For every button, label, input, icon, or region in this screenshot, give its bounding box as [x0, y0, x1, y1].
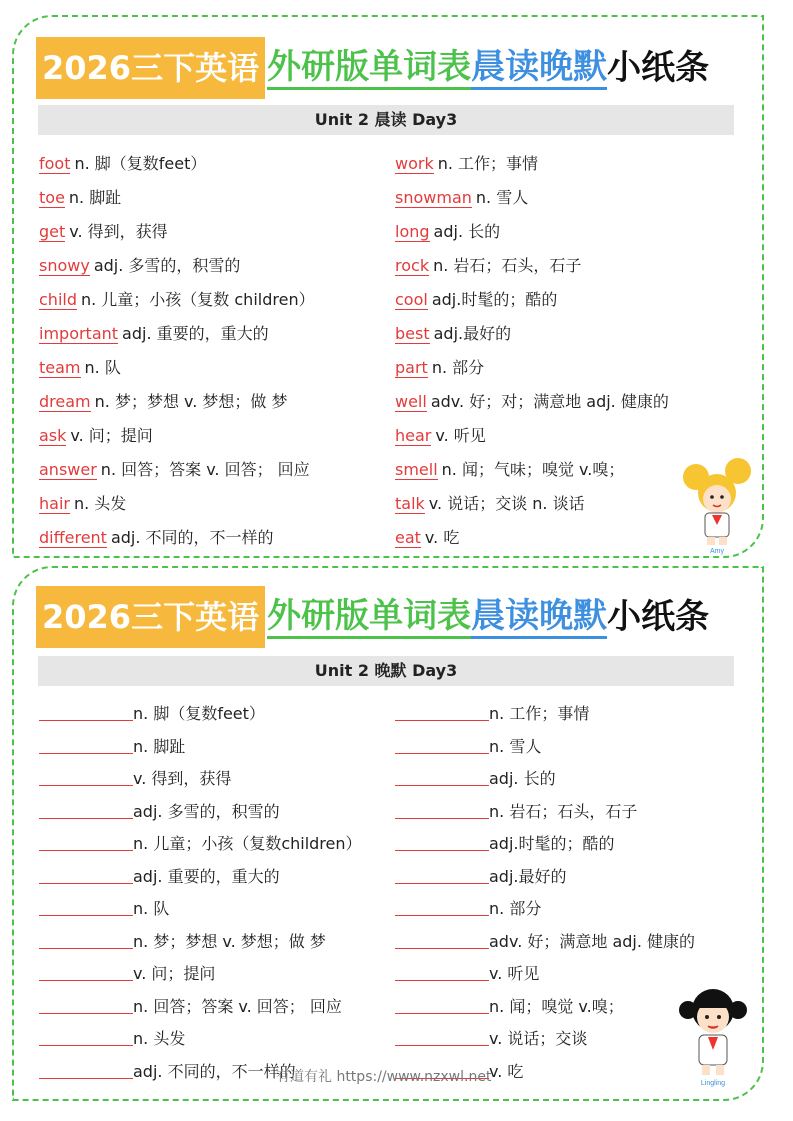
word-list-left — [39, 147, 315, 555]
dictation-row — [395, 828, 695, 861]
english-word: eat — [395, 528, 421, 547]
answer-blank[interactable] — [39, 962, 133, 981]
word-definition: adj.时髦的；酷的 — [431, 290, 558, 309]
word-definition: adj. 长的 — [489, 769, 556, 788]
amy-avatar — [682, 455, 752, 559]
english-word: hear — [395, 426, 432, 445]
english-word: child — [39, 290, 77, 309]
word-row — [39, 419, 315, 453]
english-word: rock — [395, 256, 430, 275]
word-row — [39, 385, 315, 419]
word-row — [395, 249, 669, 283]
english-word: toe — [39, 188, 65, 207]
answer-blank[interactable] — [395, 995, 489, 1014]
word-row — [395, 215, 669, 249]
word-definition: n. 部分 — [431, 358, 485, 377]
answer-blank[interactable] — [39, 995, 133, 1014]
word-definition: adv. 好；对；满意地 adj. 健康的 — [430, 392, 669, 411]
english-word: talk — [395, 494, 425, 513]
english-word: get — [39, 222, 66, 241]
word-definition: n. 儿童；小孩（复数children） — [133, 834, 362, 853]
word-definition: adv. 好；满意地 adj. 健康的 — [489, 931, 696, 951]
word-definition: adj. 长的 — [433, 222, 501, 241]
word-row — [395, 351, 669, 385]
word-definition: v. 听见 — [489, 964, 540, 983]
dictation-list-left — [39, 698, 362, 1088]
unit-title: Unit 2 晨读 Day3 — [38, 105, 734, 135]
word-definition: adj.时髦的；酷的 — [489, 834, 615, 853]
dictation-row — [39, 698, 362, 731]
dictation-row — [39, 1023, 362, 1056]
english-word: ask — [39, 426, 67, 445]
word-row — [39, 283, 315, 317]
word-definition: v. 问；提问 — [133, 964, 216, 983]
english-word: important — [39, 324, 119, 343]
word-row — [395, 147, 669, 181]
watermark: 有道有礼 https://www.nzxwl.net — [276, 1069, 492, 1085]
word-definition: n. 闻；气味；嗅觉 v.嗅； — [441, 460, 625, 479]
word-definition: adj. 重要的，重大的 — [133, 866, 280, 886]
english-word: different — [39, 528, 107, 547]
word-definition: adj. 不同的，不一样的 — [110, 528, 274, 547]
answer-blank[interactable] — [395, 767, 489, 786]
answer-blank[interactable] — [39, 800, 133, 819]
word-definition: adj.最好的 — [489, 866, 567, 886]
word-definition: n. 回答；答案 v. 回答； 回应 — [133, 996, 342, 1016]
english-word: snowy — [39, 256, 90, 275]
word-row — [395, 487, 669, 521]
dictation-row — [39, 926, 362, 959]
dictation-row — [395, 698, 695, 731]
dictation-row — [395, 763, 695, 796]
answer-blank[interactable] — [395, 865, 489, 884]
word-definition: adj. 多雪的，积雪的 — [93, 256, 241, 275]
title-banner — [36, 37, 709, 99]
dictation-row — [395, 1023, 695, 1056]
word-definition: n. 回答；答案 v. 回答； 回应 — [100, 460, 310, 479]
word-definition: n. 脚趾 — [133, 736, 186, 756]
english-word: answer — [39, 460, 97, 479]
title-banner — [36, 586, 709, 648]
answer-blank[interactable] — [39, 702, 133, 721]
word-definition: adj.最好的 — [433, 324, 512, 343]
word-row — [395, 283, 669, 317]
dictation-row — [39, 828, 362, 861]
answer-blank[interactable] — [39, 930, 133, 949]
banner-green: 外研版单词表 — [267, 47, 471, 90]
word-definition: n. 头发 — [133, 1029, 186, 1048]
banner-green: 外研版单词表 — [267, 596, 471, 639]
word-definition: v. 吃 — [424, 528, 460, 547]
dictation-list-right — [395, 698, 695, 1088]
unit-title: Unit 2 晚默 Day3 — [38, 656, 734, 686]
answer-blank[interactable] — [395, 1027, 489, 1046]
answer-blank[interactable] — [39, 1060, 133, 1079]
word-definition: n. 头发 — [73, 494, 127, 513]
english-word: team — [39, 358, 81, 377]
word-definition: n. 雪人 — [489, 736, 542, 756]
word-definition: v. 听见 — [435, 426, 486, 445]
english-word: snowman — [395, 188, 472, 207]
word-definition: n. 岩石；石头，石子 — [433, 256, 582, 275]
word-row — [395, 419, 669, 453]
word-definition: adj. 多雪的，积雪的 — [133, 801, 280, 821]
amy-name: Amy — [710, 548, 724, 555]
word-definition: v. 得到，获得 — [133, 769, 232, 788]
dictation-row — [395, 958, 695, 991]
word-definition: v. 问；提问 — [70, 426, 153, 445]
english-word: smell — [395, 460, 438, 479]
dictation-row — [39, 893, 362, 926]
dictation-row — [39, 861, 362, 894]
word-definition: n. 儿童；小孩（复数 children） — [80, 290, 315, 309]
dictation-row — [39, 796, 362, 829]
answer-blank[interactable] — [395, 897, 489, 916]
word-definition: n. 工作；事情 — [489, 704, 590, 723]
english-word: dream — [39, 392, 91, 411]
word-definition: n. 工作；事情 — [437, 154, 539, 173]
word-row — [39, 487, 315, 521]
banner-year: 2026三下英语 — [36, 37, 265, 99]
word-row — [39, 249, 315, 283]
answer-blank[interactable] — [395, 800, 489, 819]
word-row — [39, 521, 315, 555]
answer-blank[interactable] — [39, 832, 133, 851]
dictation-row — [39, 958, 362, 991]
answer-blank[interactable] — [395, 702, 489, 721]
word-definition: v. 得到，获得 — [69, 222, 168, 241]
word-definition: n. 雪人 — [475, 188, 529, 207]
banner-blue: 晨读晚默 — [471, 47, 607, 90]
lingling-avatar — [678, 980, 748, 1092]
word-row — [395, 453, 669, 487]
word-definition: n. 脚趾 — [68, 188, 122, 207]
answer-blank[interactable] — [39, 767, 133, 786]
english-word: part — [395, 358, 428, 377]
banner-blue: 晨读晚默 — [471, 596, 607, 639]
word-row — [39, 147, 315, 181]
word-definition: adj. 重要的，重大的 — [122, 324, 269, 343]
word-definition: n. 脚（复数feet） — [133, 704, 265, 723]
word-row — [39, 215, 315, 249]
answer-blank[interactable] — [395, 832, 489, 851]
lingling-name: Lingling — [700, 1080, 726, 1087]
word-definition: n. 岩石；石头，石子 — [489, 801, 638, 821]
answer-blank[interactable] — [395, 735, 489, 754]
dictation-row — [395, 861, 695, 894]
english-word: cool — [395, 290, 428, 309]
word-list-right — [395, 147, 669, 555]
banner-black: 小纸条 — [607, 48, 710, 88]
dictation-row — [39, 731, 362, 764]
word-definition: n. 队 — [84, 358, 121, 377]
answer-blank[interactable] — [39, 897, 133, 916]
word-row — [39, 181, 315, 215]
dictation-row — [39, 763, 362, 796]
english-word: hair — [39, 494, 70, 513]
word-row — [395, 385, 669, 419]
word-row — [395, 317, 669, 351]
word-definition: n. 闻；嗅觉 v.嗅； — [489, 996, 624, 1016]
word-definition: n. 梦；梦想 v. 梦想；做 梦 — [94, 392, 288, 411]
banner-year: 2026三下英语 — [36, 586, 265, 648]
english-word: foot — [39, 154, 71, 173]
answer-blank[interactable] — [39, 1027, 133, 1046]
answer-blank[interactable] — [39, 735, 133, 754]
english-word: well — [395, 392, 427, 411]
evening-card — [12, 566, 764, 1101]
word-definition: n. 脚（复数feet） — [74, 154, 207, 173]
word-row — [39, 351, 315, 385]
word-definition: v. 吃 — [489, 1061, 524, 1081]
dictation-row — [395, 731, 695, 764]
answer-blank[interactable] — [395, 962, 489, 981]
word-row — [395, 521, 669, 555]
word-row — [39, 317, 315, 351]
word-definition: n. 队 — [133, 899, 170, 918]
english-word: best — [395, 324, 430, 343]
answer-blank[interactable] — [395, 930, 489, 949]
dictation-row — [395, 926, 695, 959]
dictation-row — [39, 991, 362, 1024]
dictation-row — [395, 991, 695, 1024]
word-definition: v. 说话；交谈 n. 谈话 — [428, 494, 585, 513]
word-definition: adj. 不同的，不一样的 — [133, 1061, 296, 1081]
word-definition: n. 部分 — [489, 899, 542, 918]
word-definition: n. 梦；梦想 v. 梦想；做 梦 — [133, 931, 326, 951]
english-word: work — [395, 154, 434, 173]
dictation-row — [395, 893, 695, 926]
word-definition: v. 说话；交谈 — [489, 1029, 588, 1048]
answer-blank[interactable] — [39, 865, 133, 884]
dictation-row — [395, 796, 695, 829]
word-row — [39, 453, 315, 487]
morning-card — [12, 15, 764, 558]
english-word: long — [395, 222, 430, 241]
banner-black: 小纸条 — [607, 597, 710, 637]
word-row — [395, 181, 669, 215]
